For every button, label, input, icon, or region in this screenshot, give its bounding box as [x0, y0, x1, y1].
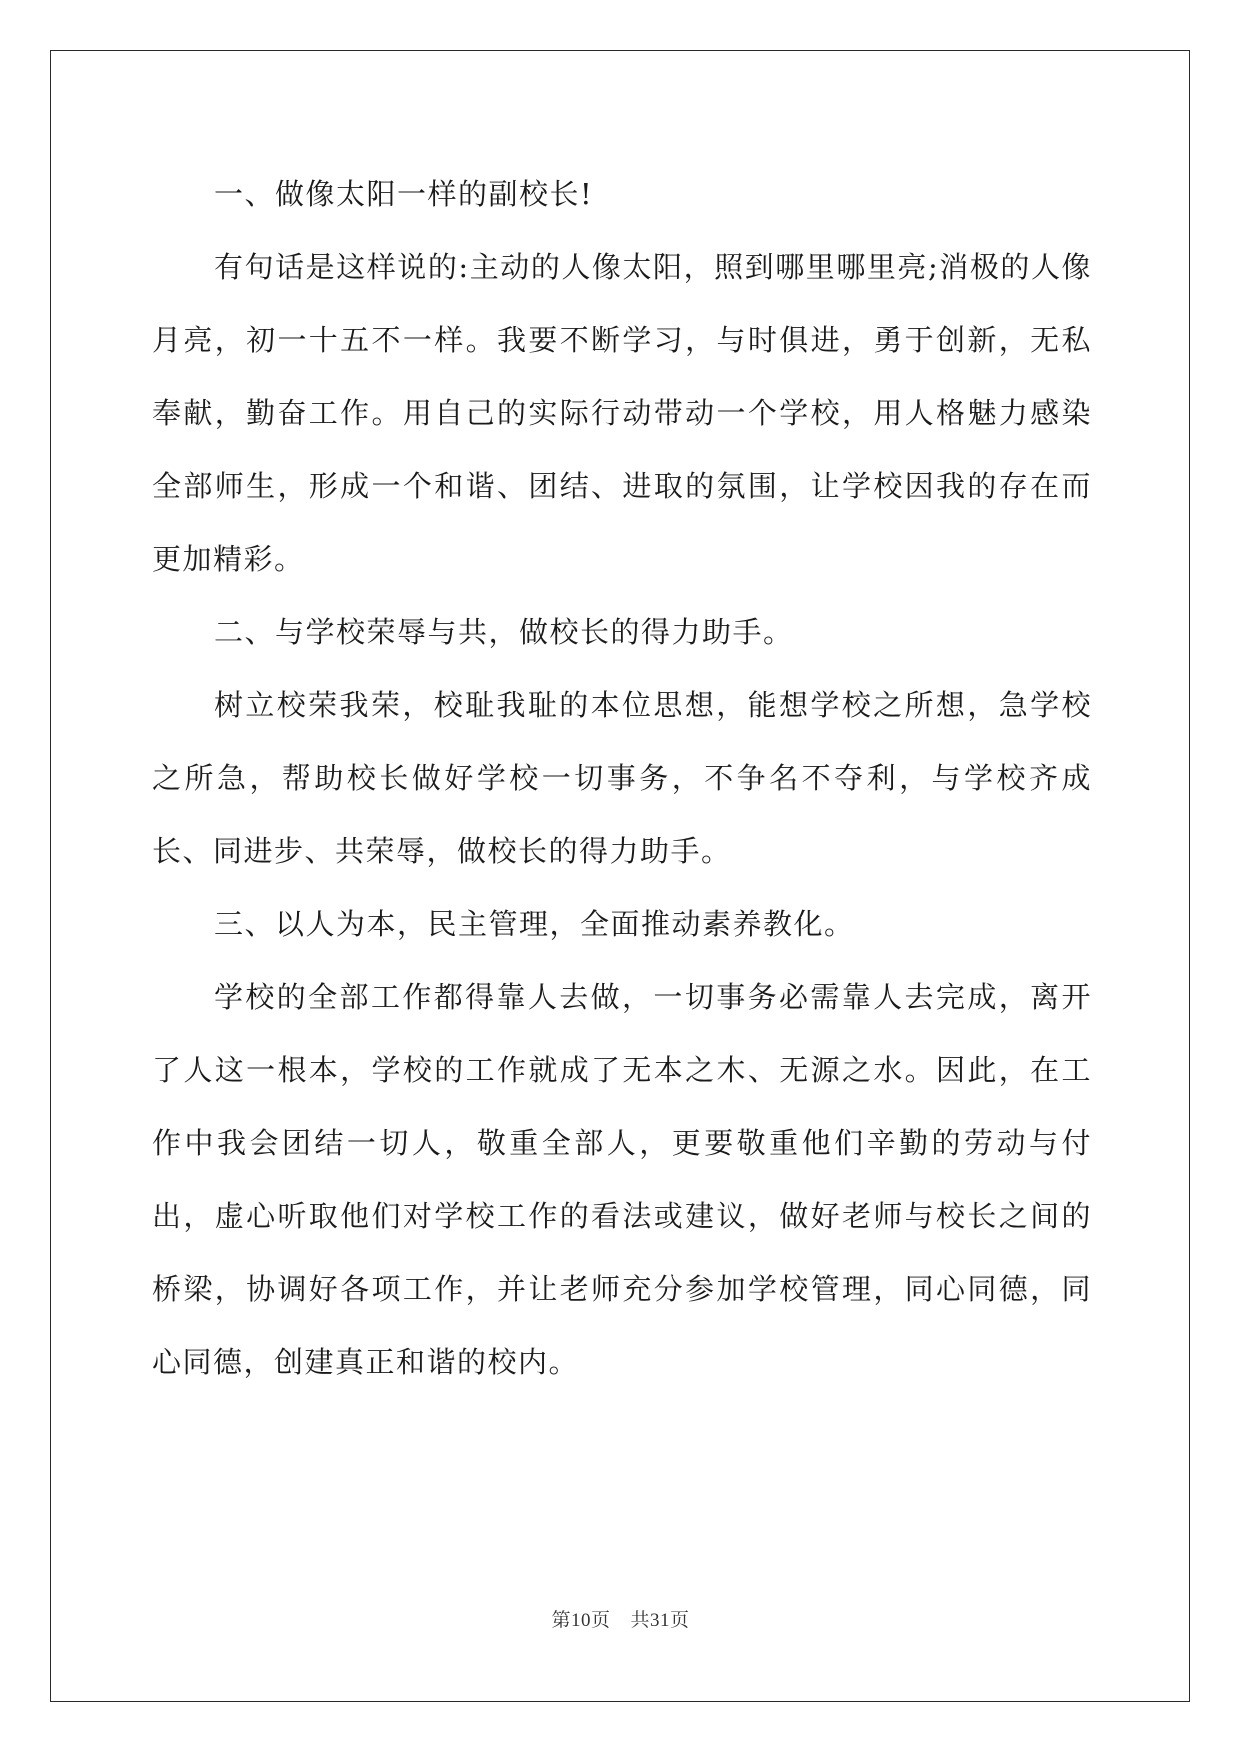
heading-two: 二、与学校荣辱与共，做校长的得力助手。: [214, 615, 794, 649]
heading-one: 一、做像太阳一样的副校长!: [214, 177, 594, 211]
heading-three: 三、以人为本，民主管理，全面推动素养教化。: [214, 907, 855, 941]
paragraph-people-oriented: 学校的全部工作都得靠人去做，一切事务必需靠人去完成，离开了人这一根本，学校的工作就成了无本之木、无源之水。因此，在工作中我会团结一切人，敬重全部人，更要敬重他们辛勤的劳动与付出，虚心听取他们对学校工作的看法或建议，做好老师与校长之间的桥梁，协调好各项工作，并让老师充分参加学校管理，同心同德，同心同德，创建真正和谐的校内。: [152, 980, 1092, 1379]
page-number: 第10页: [551, 1610, 611, 1631]
paragraph-sun-moon: 有句话是这样说的:主动的人像太阳，照到哪里哪里亮;消极的人像月亮，初一十五不一样。我要不断学习，与时俱进，勇于创新，无私奉献，勤奋工作。用自己的实际行动带动一个学校，用人格魅力感染全部师生，形成一个和谐、团结、进取的氛围，让学校因我的存在而更加精彩。: [152, 250, 1092, 576]
page-footer: [0, 1605, 1241, 1632]
paragraph-school-honor: 树立校荣我荣，校耻我耻的本位思想，能想学校之所想，急学校之所急，帮助校长做好学校一切事务，不争名不夺利，与学校齐成长、同进步、共荣辱，做校长的得力助手。: [152, 688, 1092, 868]
page-total: 共31页: [630, 1610, 690, 1631]
document-body: [152, 158, 1092, 1399]
